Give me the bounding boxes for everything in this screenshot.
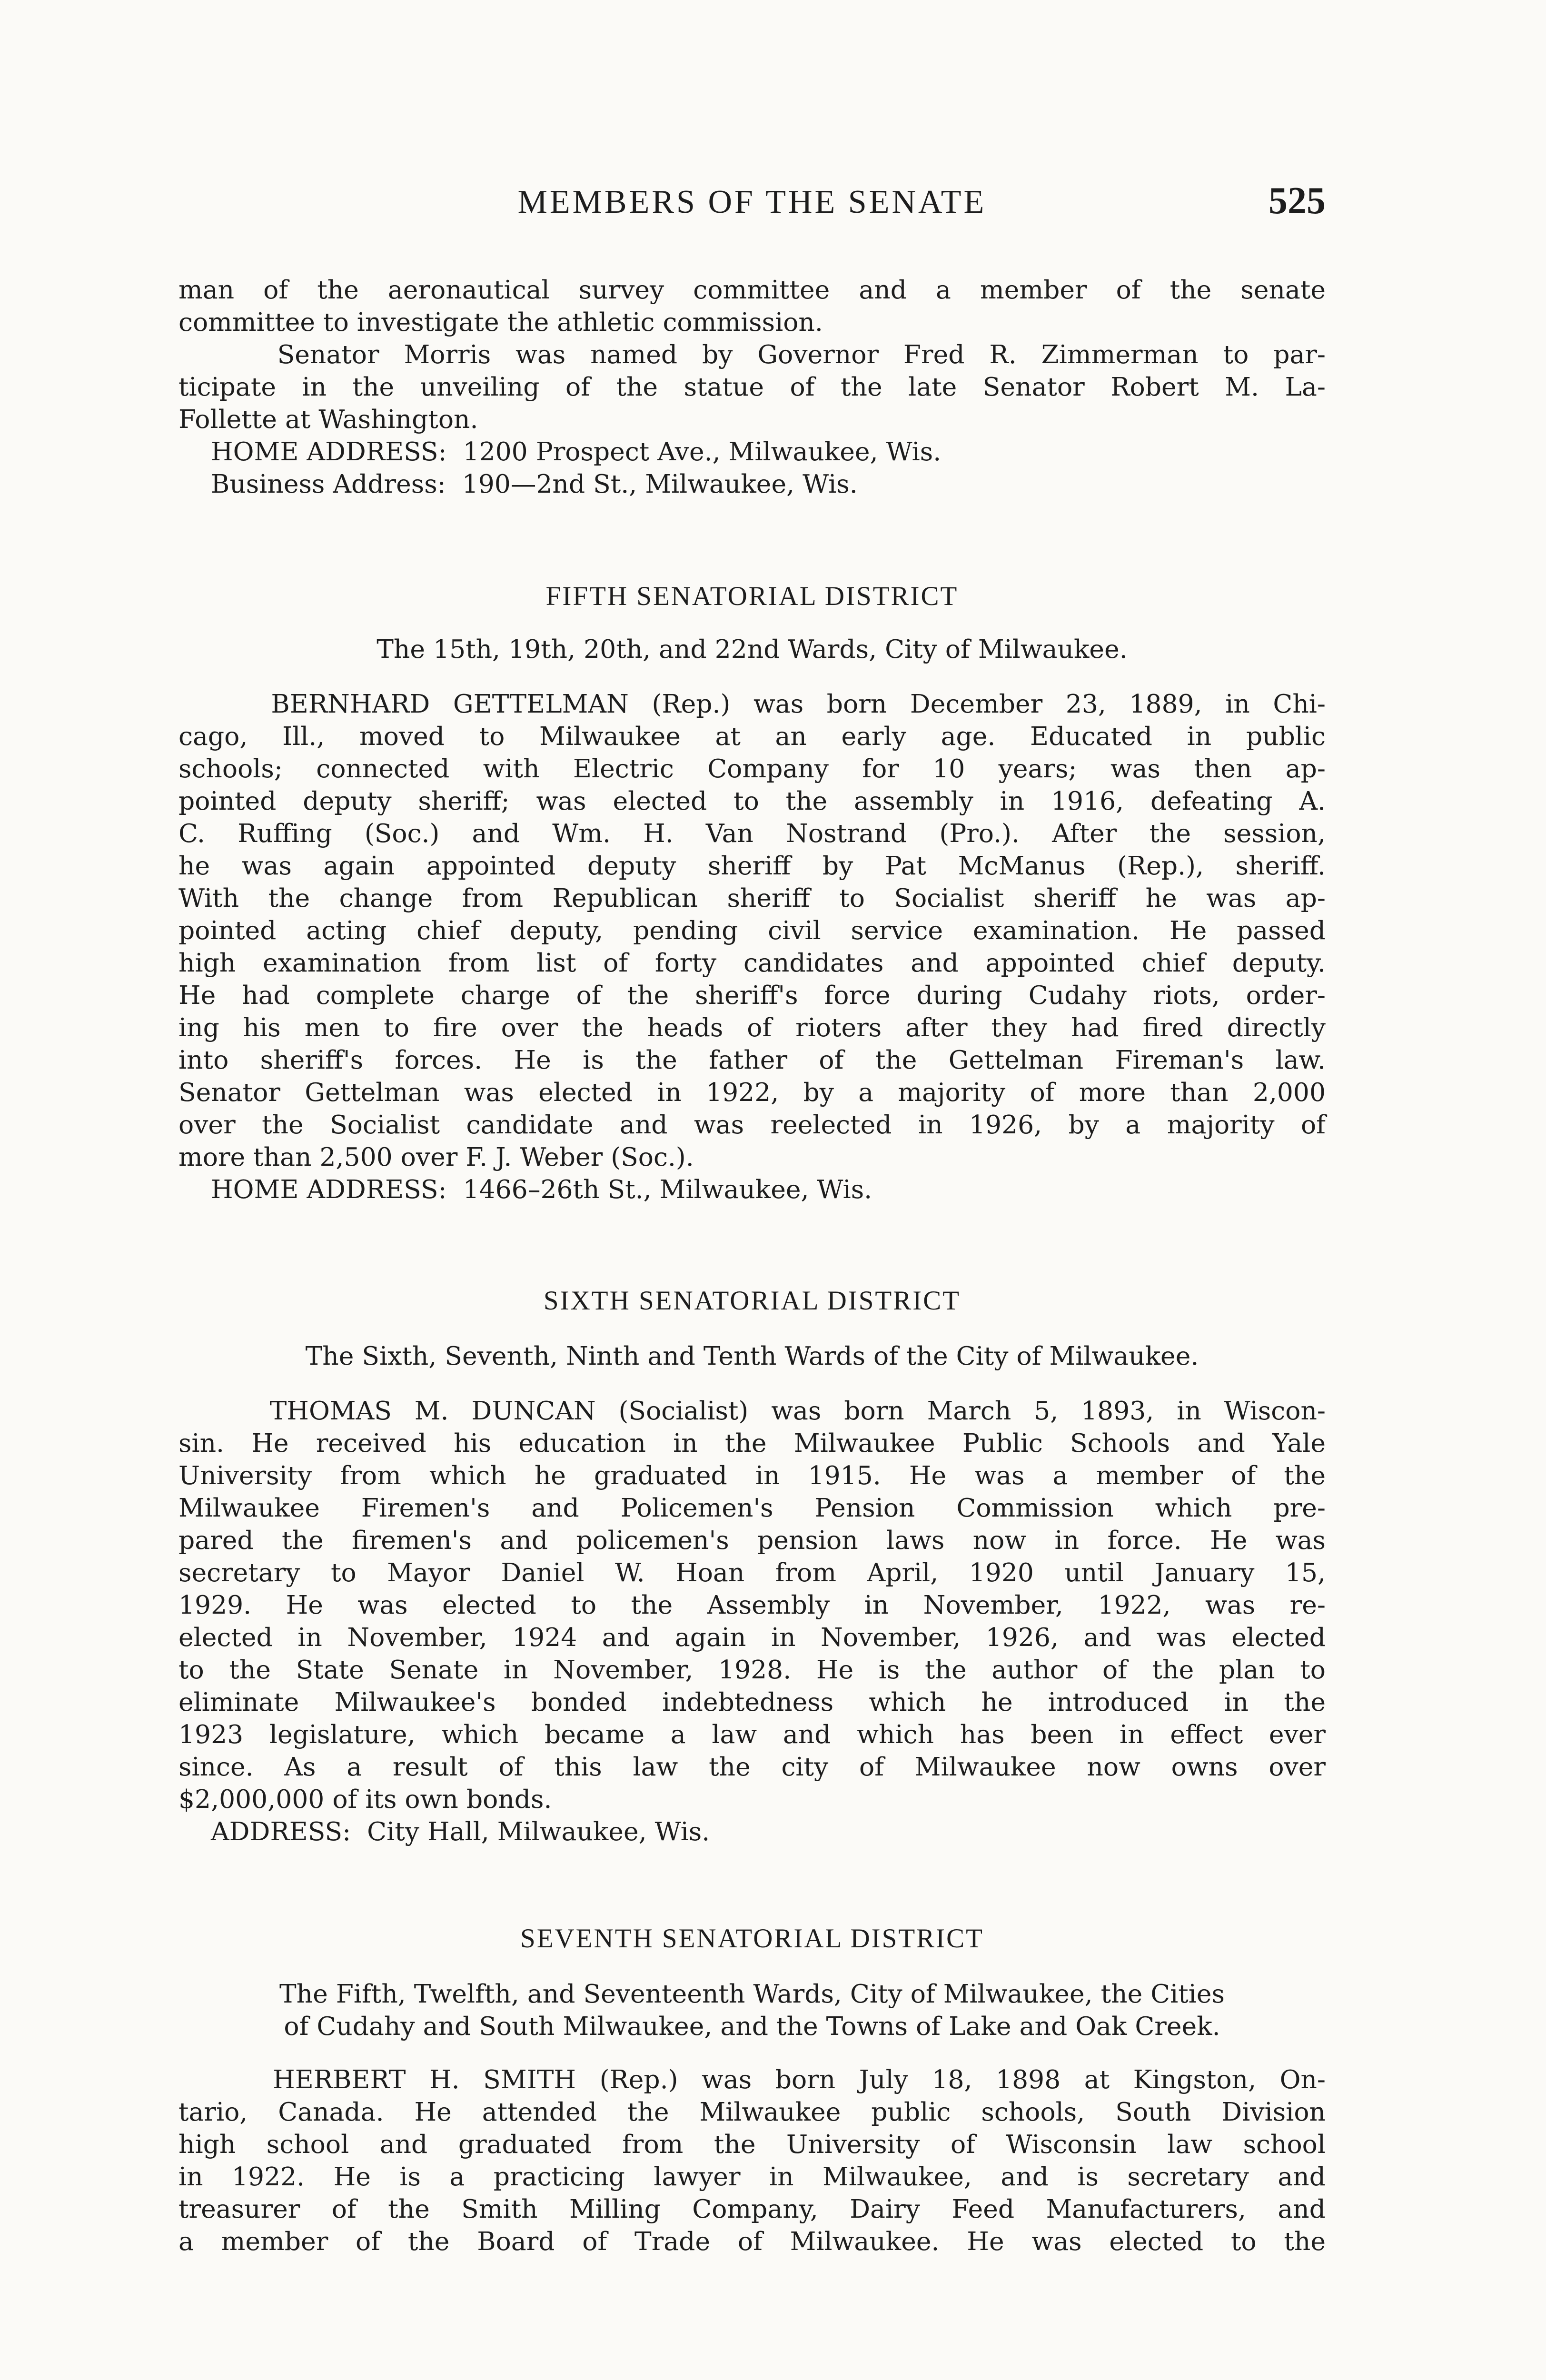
text-line: sin. He received his education in the Milwaukee Public Schools and Yale (178, 1428, 1326, 1458)
text-line: into sheriff's forces. He is the father of the Gettelman Fireman's law. (178, 1045, 1326, 1075)
text-line: With the change from Republican sheriff to Socialist sheriff he was ap- (178, 883, 1326, 913)
district-description (178, 1978, 1326, 2043)
text-line: ticipate in the unveiling of the statue of the late Senator Robert M. La- (178, 372, 1326, 402)
text-line: HERBERT H. SMITH (Rep.) was born July 18, 1898 at Kingston, On- (178, 2064, 1326, 2094)
page-header-title: MEMBERS OF THE SENATE (517, 184, 987, 220)
text-line: pointed deputy sheriff; was elected to the assembly in 1916, defeating A. (178, 786, 1326, 816)
text-line: pared the firemen's and policemen's pension laws now in force. He was (178, 1525, 1326, 1555)
senator-biography (178, 1395, 1326, 1848)
text-line: University from which he graduated in 1915. He was a member of the (178, 1460, 1326, 1490)
address-line: ADDRESS: City Hall, Milwaukee, Wis. (178, 1816, 710, 1846)
text-line: He had complete charge of the sheriff's force during Cudahy riots, order- (178, 980, 1326, 1010)
senator-biography (178, 688, 1326, 1206)
address-line: HOME ADDRESS: 1200 Prospect Ave., Milwaukee, Wis. (178, 436, 941, 466)
text-line: Senator Gettelman was elected in 1922, by a majority of more than 2,000 (178, 1077, 1326, 1107)
text-line: he was again appointed deputy sheriff by Pat McManus (Rep.), sheriff. (178, 851, 1326, 881)
text-line: committee to investigate the athletic commission. (178, 307, 823, 337)
text-line: treasurer of the Smith Milling Company, Dairy Feed Manufacturers, and (178, 2194, 1326, 2224)
document-page (178, 0, 1326, 2380)
text-line: 1923 legislature, which became a law and which has been in effect ever (178, 1719, 1326, 1749)
text-line: Senator Morris was named by Governor Fred R. Zimmerman to par- (178, 339, 1326, 369)
text-line: BERNHARD GETTELMAN (Rep.) was born December 23, 1889, in Chi- (178, 689, 1326, 719)
address-line: Business Address: 190—2nd St., Milwaukee, Wis. (178, 469, 858, 499)
text-line: C. Ruffing (Soc.) and Wm. H. Van Nostrand (Pro.). After the session, (178, 818, 1326, 848)
section-heading: SIXTH SENATORIAL DISTRICT (543, 1286, 961, 1316)
district-description (178, 1340, 1326, 1372)
text-line: eliminate Milwaukee's bonded indebtedness which he introduced in the (178, 1687, 1326, 1717)
text-line: 1929. He was elected to the Assembly in November, 1922, was re- (178, 1590, 1326, 1620)
text-line: since. As a result of this law the city of Milwaukee now owns over (178, 1752, 1326, 1782)
text-line: Follette at Washington. (178, 404, 478, 434)
text-line: high school and graduated from the University of Wisconsin law school (178, 2129, 1326, 2159)
text-line: $2,000,000 of its own bonds. (178, 1784, 552, 1814)
text-line: over the Socialist candidate and was reelected in 1926, by a majority of (178, 1110, 1326, 1140)
district-line: The Sixth, Seventh, Ninth and Tenth Wards of the City of Milwaukee. (305, 1341, 1199, 1371)
district-description (178, 633, 1326, 665)
district-line: The 15th, 19th, 20th, and 22nd Wards, City of Milwaukee. (377, 634, 1128, 664)
text-line: more than 2,500 over F. J. Weber (Soc.). (178, 1142, 694, 1172)
section-heading: SEVENTH SENATORIAL DISTRICT (520, 1924, 984, 1954)
district-line: The Fifth, Twelfth, and Seventeenth Wards, City of Milwaukee, the Cities (279, 1979, 1225, 2009)
district-line: of Cudahy and South Milwaukee, and the Towns of Lake and Oak Creek. (284, 2011, 1220, 2041)
senator-biography (178, 2063, 1326, 2258)
page-number: 525 (1269, 180, 1326, 222)
text-line: elected in November, 1924 and again in November, 1926, and was elected (178, 1622, 1326, 1652)
text-line: in 1922. He is a practicing lawyer in Milwaukee, and is secretary and (178, 2162, 1326, 2192)
text-line: tario, Canada. He attended the Milwaukee public schools, South Division (178, 2097, 1326, 2127)
text-line: ing his men to fire over the heads of rioters after they had fired directly (178, 1012, 1326, 1042)
text-line: pointed acting chief deputy, pending civil service examination. He passed (178, 915, 1326, 945)
address-line: HOME ADDRESS: 1466–26th St., Milwaukee, Wis. (178, 1174, 872, 1204)
running-header (178, 180, 1326, 240)
text-line: high examination from list of forty candidates and appointed chief deputy. (178, 948, 1326, 978)
text-line: schools; connected with Electric Company for 10 years; was then ap- (178, 754, 1326, 783)
text-line: secretary to Mayor Daniel W. Hoan from April, 1920 until January 15, (178, 1557, 1326, 1587)
section-heading: FIFTH SENATORIAL DISTRICT (545, 581, 959, 611)
text-line: cago, Ill., moved to Milwaukee at an early age. Educated in public (178, 721, 1326, 751)
intro-paragraph (178, 274, 1326, 500)
text-line: to the State Senate in November, 1928. He is the author of the plan to (178, 1655, 1326, 1685)
text-line: Milwaukee Firemen's and Policemen's Pension Commission which pre- (178, 1493, 1326, 1523)
text-line: THOMAS M. DUNCAN (Socialist) was born March 5, 1893, in Wiscon- (178, 1396, 1326, 1426)
text-line: a member of the Board of Trade of Milwaukee. He was elected to the (178, 2226, 1326, 2256)
text-line: man of the aeronautical survey committee and a member of the senate (178, 275, 1326, 305)
